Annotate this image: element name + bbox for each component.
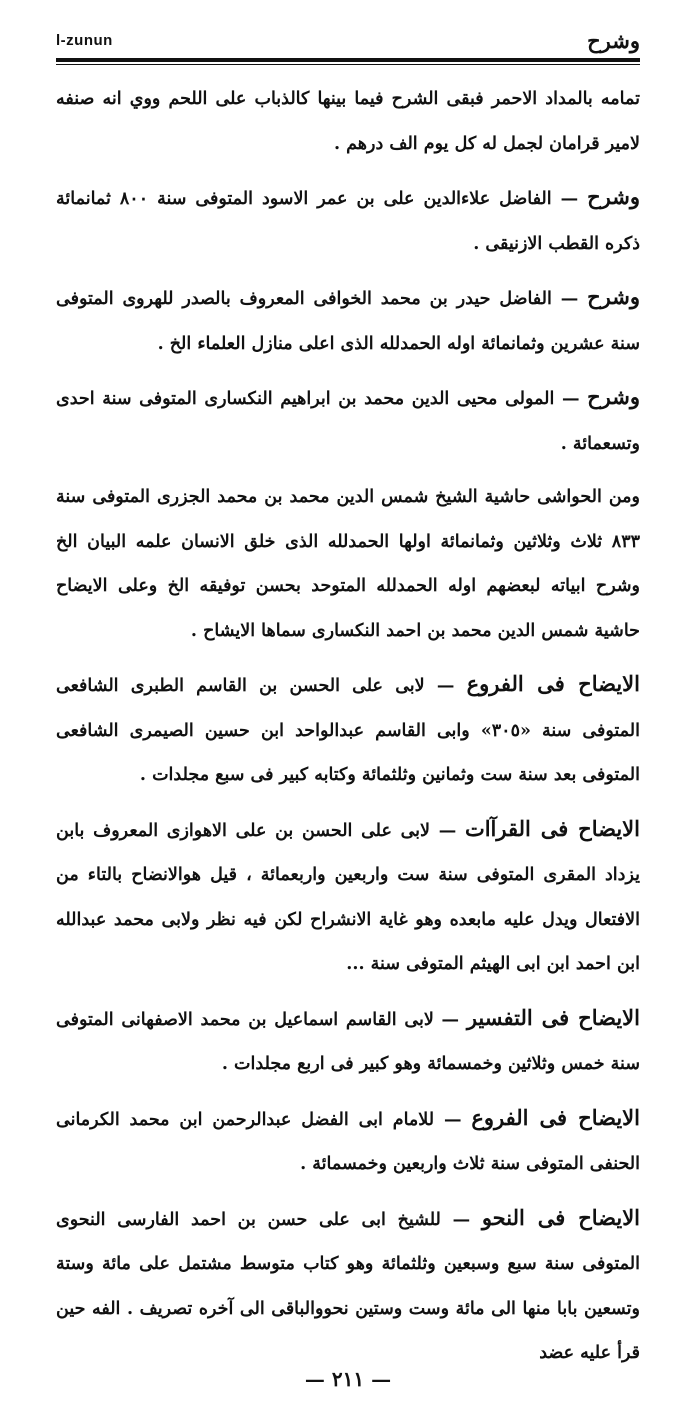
header-right-word: وشرح (587, 28, 640, 53)
entry-heading: الايضاح فى الفروع (466, 671, 640, 696)
paragraph (56, 1096, 640, 1187)
paragraph-text: — المولى محيى الدين محمد بن ابراهيم النكسارى المتوفى سنة احدى وتسعمائة . (56, 389, 640, 454)
entry-heading: الايضاح فى التفسير (466, 1004, 640, 1030)
entry-heading: وشرح (587, 184, 640, 209)
paragraph (56, 662, 640, 798)
page (56, 28, 640, 1388)
page-number: — ٢١١ — (304, 1367, 392, 1391)
entry-heading: الايضاح فى القرآات (464, 815, 640, 841)
paragraph (56, 375, 640, 466)
paragraph-text: ومن الحواشى حاشية الشيخ شمس الدين محمد بن محمد الجزرى المتوفى سنة ٨٣٣ ثلاث وثلاثين وثمانمائة اولها الحمدلله الذى خلق الانسان علمه البيان الخ وشرح ابياته لبعضهم اوله الحمدلله المتوحد بحسن توفيقه الخ وعلى الايضاح حاشية شمس الدين محمد بن احمد النكسارى سماها الايشاح . (56, 487, 640, 641)
paragraph-text: — للشيخ ابى على حسن بن احمد الفارسى النحوى المتوفى سنة سبع وسبعين وثلثمائة وهو كتاب متوسط مشتمل على مائة وستة وتسعين بابا منها الى مائة وست وستين نحووالباقى الى آخره تصريف . الفه حين قرأ عليه عضد (56, 1209, 640, 1363)
paragraph (56, 1196, 640, 1376)
page-body (56, 77, 640, 1376)
paragraph (56, 475, 640, 653)
paragraph (56, 77, 640, 166)
entry-heading: الايضاح فى الفروع (471, 1104, 640, 1130)
paragraph-text: — لابى على الحسن بن على الاهوازى المعروف بابن يزداد المقرى المتوفى سنة ست واربعين واربعمائة ، قيل هوالانضاح بالتاء من الافتعال ويدل عليه مابعده وهو غاية الانشراح لكن فيه نظر ولابى محمد عبدالله ابن احمد ابن ابى الهيثم المتوفى سنة ... (56, 820, 640, 974)
paragraph-text: تمامه بالمداد الاحمر فبقى الشرح فيما بينها كالذباب على اللحم ووي انه صنفه لامير قرامان لجمل له كل يوم الف درهم . (56, 89, 640, 154)
running-header (56, 28, 640, 58)
entry-heading: وشرح (587, 384, 640, 409)
paragraph-text: — لابى القاسم اسماعيل بن محمد الاصفهانى المتوفى سنة خمس وثلاثين وخمسمائة وهو كبير فى اربع مجلدات . (56, 1009, 640, 1074)
header-left-label: l-zunun (56, 32, 113, 49)
paragraph (56, 175, 640, 266)
paragraph (56, 275, 640, 366)
paragraph-text: — الفاضل علاءالدين على بن عمر الاسود المتوفى سنة ٨٠٠ ثمانمائة ذكره القطب الازنيقى . (56, 189, 640, 254)
paragraph-text: — لابى على الحسن بن القاسم الطبرى الشافعى المتوفى سنة «٣٠٥» وابى القاسم عبدالواحد ابن حسين الصيمرى الشافعى المتوفى بعد سنة ست وثمانين وثلثمائة وكتابه كبير فى سبع مجلدات . (56, 676, 640, 785)
entry-heading: الايضاح فى النحو (481, 1204, 641, 1230)
paragraph (56, 807, 640, 987)
paragraph-text: — الفاضل حيدر بن محمد الخوافى المعروف بالصدر للهروى المتوفى سنة عشرين وثمانمائة اوله الحمدلله الذى اعلى منازل العلماء الخ . (56, 289, 640, 354)
entry-heading: وشرح (587, 284, 641, 309)
paragraph (56, 996, 640, 1087)
paragraph-text: — للامام ابى الفضل عبدالرحمن ابن محمد الكرمانى الحنفى المتوفى سنة ثلاث واربعين وخمسمائة . (56, 1109, 640, 1174)
header-rule (56, 58, 640, 65)
